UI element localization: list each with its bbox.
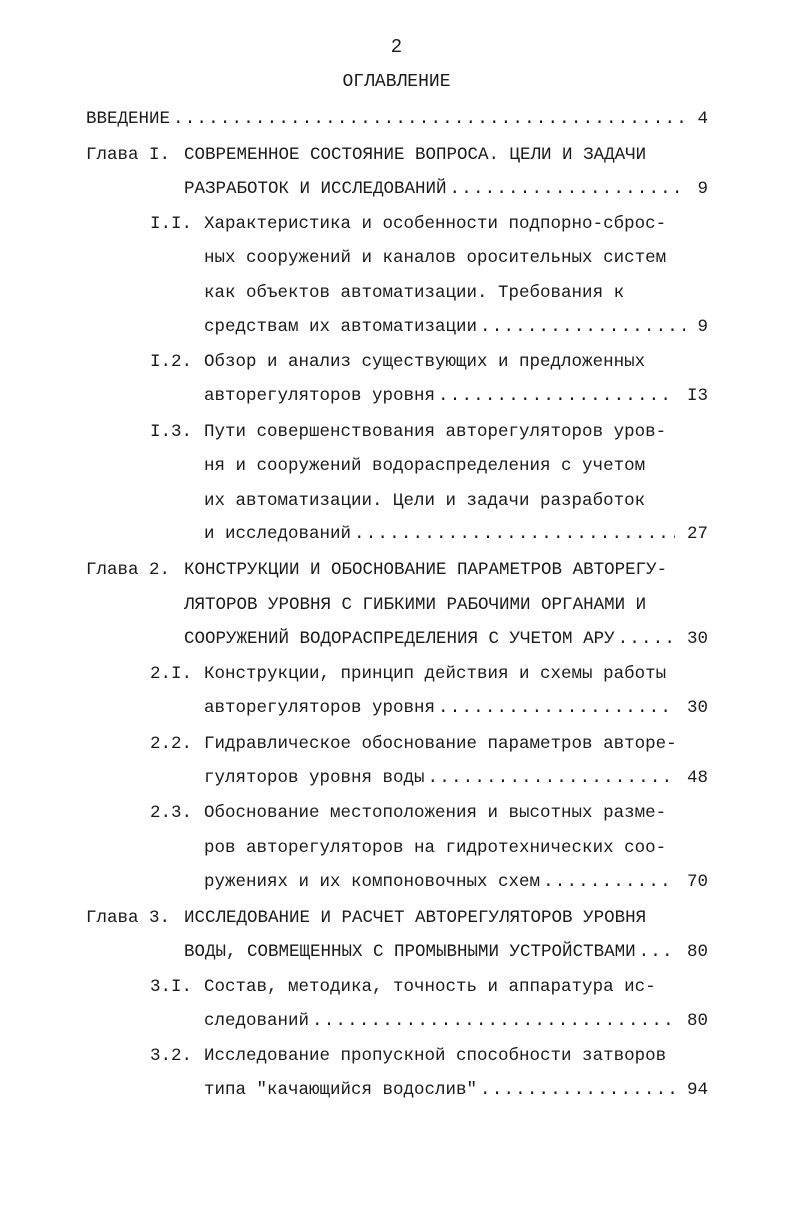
chapter-2-title[interactable]: ЛЯТОРОВ УРОВНЯ С ГИБКИМИ РАБОЧИМИ ОРГАНАМИ И: [184, 595, 647, 615]
dot-leader: [639, 940, 675, 964]
dot-leader: [480, 1078, 675, 1102]
section-number: I.3.: [150, 422, 193, 442]
section-1-1-title[interactable]: как объектов автоматизации. Требования к: [204, 283, 625, 303]
section-2-2-title[interactable]: Гидравлическое обоснование параметров авторе-: [204, 734, 677, 754]
entry-page: 94: [686, 1080, 708, 1100]
section-number: 2.2.: [150, 734, 193, 754]
entry-page: 70: [686, 872, 708, 892]
section-number: 2.I.: [150, 664, 193, 684]
entry-page: 48: [686, 768, 708, 788]
dot-leader: [438, 696, 675, 720]
section-1-1-title[interactable]: Характеристика и особенности подпорно-сброс-: [204, 214, 667, 234]
dot-leader: [618, 627, 675, 651]
entry-page: 9: [697, 317, 708, 337]
section-3-1-title[interactable]: Состав, методика, точность и аппаратура ис-: [204, 977, 656, 997]
entry-page: 4: [697, 109, 708, 129]
dot-leader: [312, 1009, 675, 1033]
section-3-2-title-end[interactable]: типа "качающийся водослив" ..... 94: [204, 1078, 708, 1102]
entry-page: 9: [697, 179, 708, 199]
chapter-1-title-end[interactable]: РАЗРАБОТОК И ИССЛЕДОВАНИЙ ..... 9: [184, 177, 708, 201]
entry-page: I3: [686, 386, 708, 406]
section-1-3-title[interactable]: Пути совершенствования авторегуляторов уров-: [204, 422, 667, 442]
chapter-2-title-end[interactable]: СООРУЖЕНИЙ ВОДОРАСПРЕДЕЛЕНИЯ С УЧЕТОМ АРУ ..... 30: [184, 627, 708, 651]
entry-page: 30: [686, 629, 708, 649]
chapter-1-title[interactable]: СОВРЕМЕННОЕ СОСТОЯНИЕ ВОПРОСА. ЦЕЛИ И ЗАДАЧИ: [184, 145, 647, 165]
section-1-3-title[interactable]: их автоматизации. Цели и задачи разработок: [204, 491, 646, 511]
section-3-2-title[interactable]: Исследование пропускной способности затворов: [204, 1046, 667, 1066]
dot-leader: [428, 766, 675, 790]
chapter-3-title[interactable]: ИССЛЕДОВАНИЕ И РАСЧЕТ АВТОРЕГУЛЯТОРОВ УРОВНЯ: [184, 908, 647, 928]
dot-leader: [354, 522, 675, 546]
section-number: I.I.: [150, 214, 193, 234]
section-1-1-title[interactable]: ных сооружений и каналов оросительных систем: [204, 248, 667, 268]
entry-page: 80: [686, 942, 708, 962]
section-1-3-title-end[interactable]: и исследований ..... 27: [204, 522, 708, 546]
dot-leader: [543, 870, 675, 894]
dot-leader: [480, 315, 685, 339]
section-3-1-title-end[interactable]: следований ..... 80: [204, 1009, 708, 1033]
chapter-label: Глава 3.: [86, 908, 171, 928]
section-1-2-title-end[interactable]: авторегуляторов уровня ..... I3: [204, 384, 708, 408]
section-2-3-title-end[interactable]: ружениях и их компоновочных схем ..... 70: [204, 870, 708, 894]
section-1-2-title[interactable]: Обзор и анализ существующих и предложенных: [204, 352, 646, 372]
section-number: 2.3.: [150, 803, 193, 823]
section-number: I.2.: [150, 352, 193, 372]
section-1-1-title-end[interactable]: средствам их автоматизации ..... 9: [204, 315, 708, 339]
section-2-2-title-end[interactable]: гуляторов уровня воды ..... 48: [204, 766, 708, 790]
chapter-3-title-end[interactable]: ВОДЫ, СОВМЕЩЕННЫХ С ПРОМЫВНЫМИ УСТРОЙСТВАМИ ..... 80: [184, 940, 708, 964]
chapter-label: Глава 2.: [86, 560, 171, 580]
toc-title: ОГЛАВЛЕНИЕ: [342, 72, 451, 92]
entry-page: 27: [686, 524, 708, 544]
section-number: 3.I.: [150, 977, 193, 997]
section-2-1-title[interactable]: Конструкции, принцип действия и схемы работы: [204, 664, 667, 684]
section-2-1-title-end[interactable]: авторегуляторов уровня ..... 30: [204, 696, 708, 720]
section-2-3-title[interactable]: Обоснование местоположения и высотных разме-: [204, 803, 667, 823]
section-number: 3.2.: [150, 1046, 193, 1066]
dot-leader: [438, 384, 675, 408]
chapter-label: Глава I.: [86, 145, 171, 165]
section-2-3-title[interactable]: ров авторегуляторов на гидротехнических соо-: [204, 838, 667, 858]
chapter-2-title[interactable]: КОНСТРУКЦИИ И ОБОСНОВАНИЕ ПАРАМЕТРОВ АВТОРЕГУ-: [184, 560, 668, 580]
dot-leader: [450, 177, 686, 201]
entry-page: 30: [686, 698, 708, 718]
entry-text: ВВЕДЕНИЕ: [86, 109, 171, 129]
dot-leader: [173, 107, 685, 131]
section-1-3-title[interactable]: ня и сооружений водораспределения с учетом: [204, 456, 646, 476]
page-number: 2: [390, 36, 403, 58]
entry-page: 80: [686, 1011, 708, 1031]
toc-entry-intro[interactable]: [86, 107, 708, 131]
